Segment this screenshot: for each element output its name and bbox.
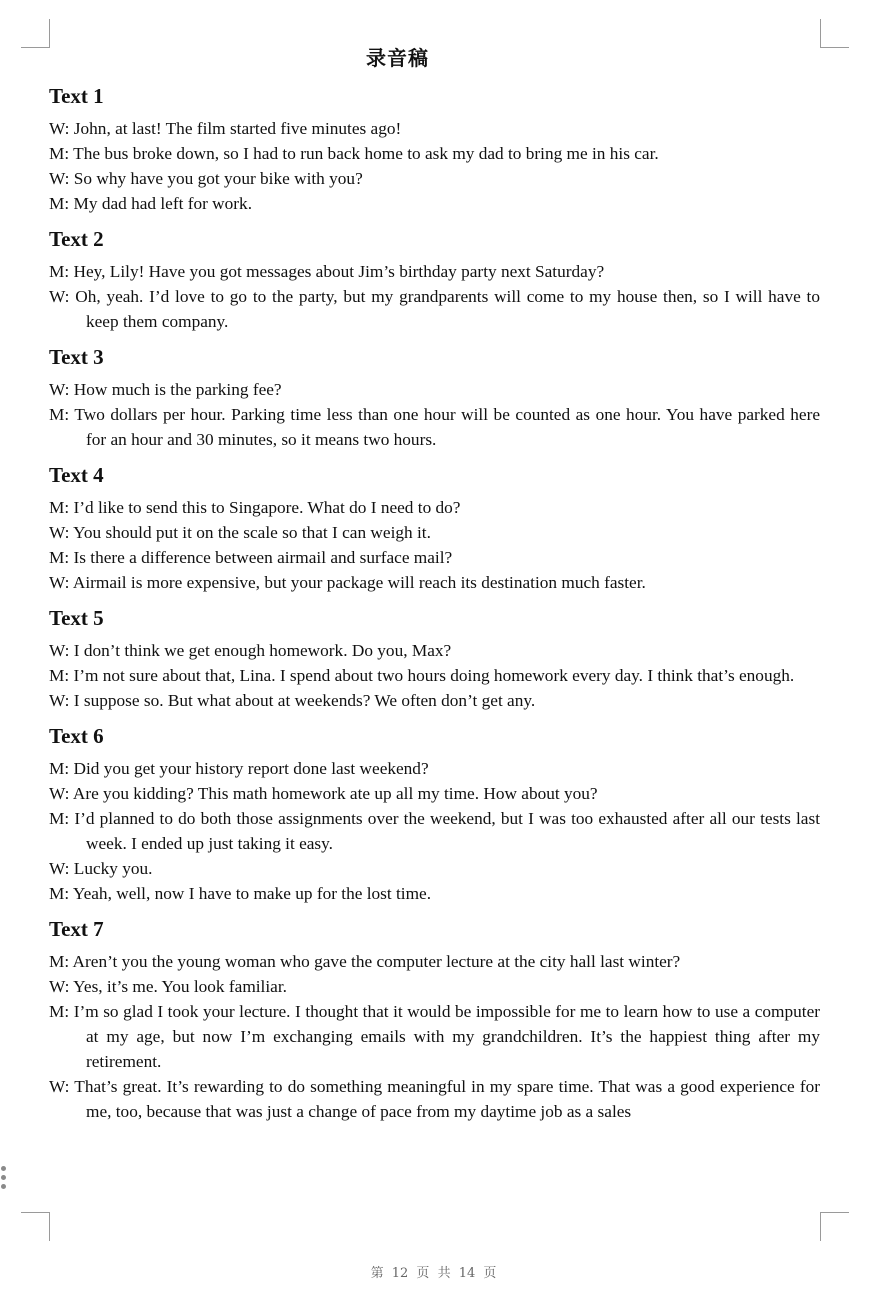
dialogue-line: W: Oh, yeah. I’d love to go to the party, but my grandparents will come to my house then, so I will have to keep them company.	[49, 287, 820, 331]
section-heading: Text 1	[49, 84, 104, 108]
crop-mark-bottom-right	[820, 1212, 849, 1241]
dialogue-line: W: I don’t think we get enough homework. Do you, Max?	[49, 641, 452, 660]
crop-mark-bottom-left	[21, 1212, 50, 1241]
dialogue-line: M: I’m not sure about that, Lina. I spend about two hours doing homework every day. I think that’s enough.	[49, 666, 795, 685]
drag-handle-icon[interactable]	[1, 1166, 7, 1193]
section-heading: Text 3	[49, 345, 104, 369]
dialogue-line: M: I’d planned to do both those assignments over the weekend, but I was too exhausted after all our tests last week. I ended up just taking it easy.	[49, 809, 820, 853]
dialogue-line: M: I’d like to send this to Singapore. What do I need to do?	[49, 498, 461, 517]
dialogue-line: W: I suppose so. But what about at weekends? We often don’t get any.	[49, 691, 536, 710]
dialogue-line: W: Airmail is more expensive, but your package will reach its destination much faster.	[49, 573, 646, 592]
dialogue-line: M: Yeah, well, now I have to make up for the lost time.	[49, 884, 432, 903]
crop-mark-top-right	[820, 19, 849, 48]
dialogue-line: M: My dad had left for work.	[49, 194, 253, 213]
dialogue-line: W: You should put it on the scale so that I can weigh it.	[49, 523, 431, 542]
section-heading: Text 7	[49, 917, 104, 941]
dialogue-line: M: Did you get your history report done last weekend?	[49, 759, 429, 778]
dialogue-line: M: Aren’t you the young woman who gave the computer lecture at the city hall last winter?	[49, 952, 681, 971]
dialogue-line: W: Lucky you.	[49, 859, 153, 878]
dialogue-line: W: Are you kidding? This math homework ate up all my time. How about you?	[49, 784, 598, 803]
transcript-body	[49, 82, 820, 1124]
section-heading: Text 2	[49, 227, 104, 251]
dialogue-line: W: How much is the parking fee?	[49, 380, 282, 399]
dialogue-line: W: That’s great. It’s rewarding to do something meaningful in my spare time. That was a good experience for me, too, because that was just a change of pace from my daytime job as a sales	[49, 1077, 820, 1121]
page-number: 第 12 页 共 14 页	[370, 1266, 497, 1281]
section-heading: Text 5	[49, 606, 104, 630]
dialogue-line: W: Yes, it’s me. You look familiar.	[49, 977, 287, 996]
dialogue-line: W: So why have you got your bike with you?	[49, 169, 363, 188]
dialogue-line: M: Is there a difference between airmail and surface mail?	[49, 548, 453, 567]
dialogue-line: M: Two dollars per hour. Parking time less than one hour will be counted as one hour. You have parked here for an hour and 30 minutes, so it means two hours.	[49, 405, 820, 449]
dialogue-line: M: The bus broke down, so I had to run back home to ask my dad to bring me in his car.	[49, 144, 659, 163]
dialogue-line: M: Hey, Lily! Have you got messages about Jim’s birthday party next Saturday?	[49, 262, 605, 281]
section-heading: Text 4	[49, 463, 104, 487]
section-heading: Text 6	[49, 724, 104, 748]
dialogue-line: M: I’m so glad I took your lecture. I thought that it would be impossible for me to learn how to use a computer at my age, but now I’m exchanging emails with my grandchildren. It’s the happiest thing after my retirement.	[49, 1002, 820, 1071]
page-title: 录音稿	[366, 46, 429, 70]
dialogue-line: W: John, at last! The film started five minutes ago!	[49, 119, 402, 138]
